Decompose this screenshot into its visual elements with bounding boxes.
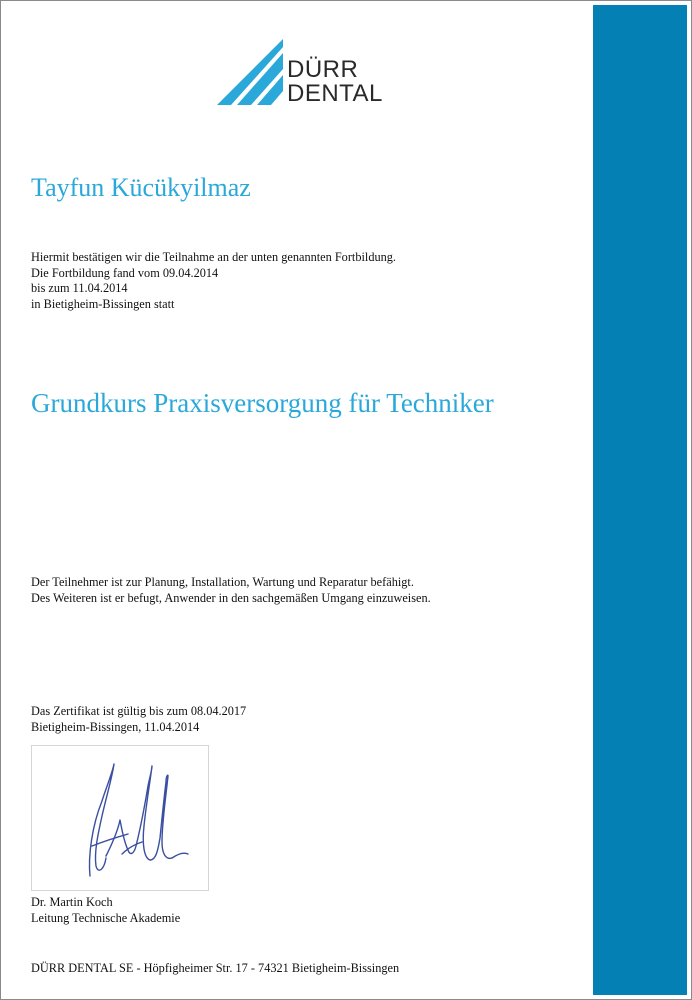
qualification-line: Des Weiteren ist er befugt, Anwender in den sachgemäßen Umgang einzuweisen. bbox=[31, 590, 431, 605]
signer-block bbox=[31, 895, 180, 926]
signature-box bbox=[31, 745, 209, 891]
course-title: Grundkurs Praxisversorgung für Techniker bbox=[31, 388, 494, 418]
handwritten-signature bbox=[32, 746, 208, 890]
signer-title: Leitung Technische Akademie bbox=[31, 910, 181, 925]
qualification-text bbox=[31, 575, 431, 606]
recipient-name: Tayfun Kücükyilmaz bbox=[31, 173, 251, 202]
confirmation-line: Die Fortbildung fand vom 09.04.2014 bbox=[31, 265, 219, 280]
side-color-band bbox=[593, 5, 687, 995]
place-date-line: Bietigheim-Bissingen, 11.04.2014 bbox=[31, 719, 200, 734]
company-address-footer: DÜRR DENTAL SE - Höpfigheimer Str. 17 - 74321 Bietigheim-Bissingen bbox=[31, 961, 400, 975]
qualification-line: Der Teilnehmer ist zur Planung, Installation, Wartung und Reparatur befähigt. bbox=[31, 575, 414, 589]
confirmation-line: Hiermit bestätigen wir die Teilnahme an der unten genannten Fortbildung. bbox=[31, 250, 396, 264]
confirmation-text bbox=[31, 250, 396, 312]
validity-text bbox=[31, 704, 246, 735]
confirmation-line: bis zum 11.04.2014 bbox=[31, 281, 128, 295]
logo-text-line2: DENTAL bbox=[287, 80, 383, 107]
logo-text-line1: DÜRR bbox=[287, 56, 359, 83]
validity-line: Das Zertifikat ist gültig bis zum 08.04.2017 bbox=[31, 704, 247, 718]
logo-stripes-icon bbox=[217, 39, 285, 107]
confirmation-line: in Bietigheim-Bissingen statt bbox=[31, 296, 175, 311]
signer-name: Dr. Martin Koch bbox=[31, 895, 113, 909]
company-logo bbox=[217, 39, 387, 109]
